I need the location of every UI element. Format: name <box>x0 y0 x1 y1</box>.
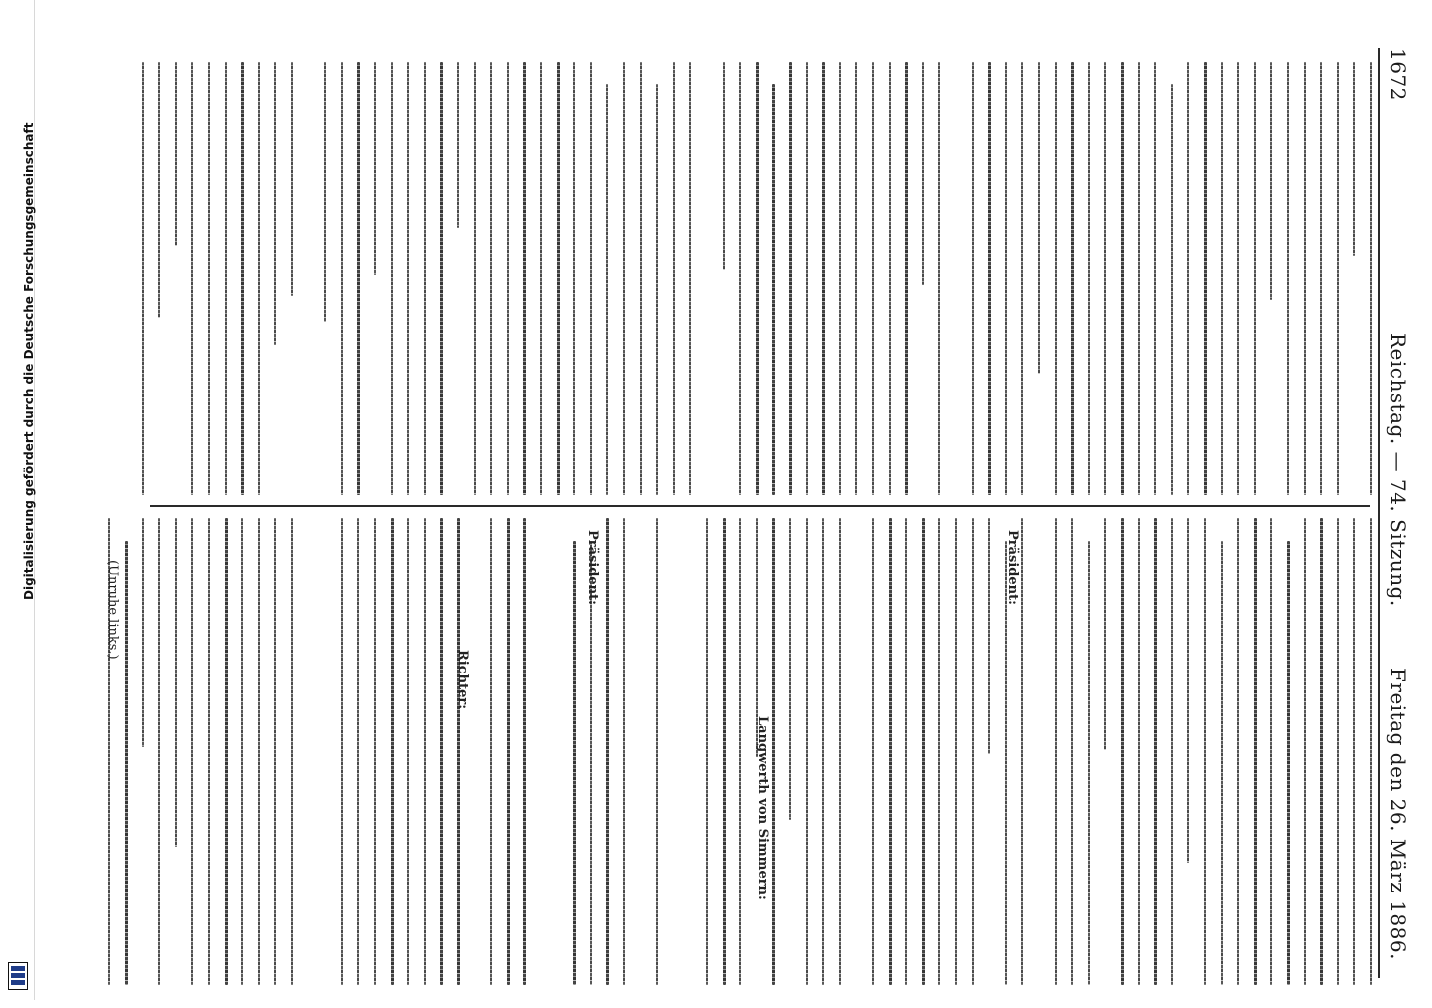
text-line <box>922 518 925 985</box>
text-line <box>1121 518 1124 985</box>
text-line <box>1254 518 1257 985</box>
text-line <box>1138 518 1140 985</box>
text-line <box>540 62 542 495</box>
text-line <box>623 62 625 495</box>
text-line <box>806 62 808 495</box>
text-line <box>922 62 924 285</box>
text-line <box>1055 62 1057 495</box>
text-line <box>723 62 725 270</box>
text-line <box>573 62 575 495</box>
text-line <box>258 518 260 985</box>
text-line <box>125 541 128 985</box>
text-line <box>972 62 974 495</box>
text-line <box>1370 62 1372 495</box>
text-line <box>938 518 940 985</box>
text-line <box>1237 62 1239 495</box>
text-line <box>739 62 741 495</box>
text-line <box>357 62 360 495</box>
digitization-credit: Digitalisierung gefördert durch die Deutsche Forschungsgemeinschaft <box>22 122 36 600</box>
text-line <box>756 62 759 495</box>
text-line <box>457 518 460 985</box>
running-title: Reichstag. — 74. Sitzung. <box>1386 333 1410 607</box>
text-line <box>1204 518 1206 985</box>
text-line <box>440 518 443 985</box>
text-line <box>241 518 243 985</box>
text-line <box>1171 84 1173 495</box>
text-line <box>822 62 825 495</box>
text-line <box>424 518 426 985</box>
text-line <box>1270 518 1272 985</box>
text-line <box>689 62 691 495</box>
text-line <box>523 62 526 495</box>
text-line <box>1088 541 1090 985</box>
text-line <box>656 518 658 985</box>
session-date: Freitag den 26. März 1886. <box>1386 668 1410 960</box>
text-line <box>955 518 957 985</box>
text-line <box>1005 541 1007 985</box>
text-line <box>938 62 940 495</box>
text-line <box>208 62 210 495</box>
text-line <box>1021 518 1023 985</box>
text-line <box>225 62 227 495</box>
text-line <box>158 518 160 985</box>
text-line <box>772 84 775 495</box>
text-line <box>407 62 409 495</box>
text-line <box>1171 518 1173 985</box>
speaker-praesident-1: Präsident: <box>1005 530 1020 605</box>
text-line <box>739 518 741 985</box>
text-line <box>1353 518 1355 985</box>
text-line <box>872 62 874 495</box>
text-line <box>374 62 376 275</box>
text-line <box>1221 62 1223 495</box>
text-line <box>1104 518 1106 750</box>
text-line <box>1237 518 1239 985</box>
text-line <box>523 518 526 985</box>
text-line <box>1370 518 1372 985</box>
text-line <box>806 518 808 985</box>
text-line <box>457 62 459 228</box>
text-line <box>341 62 343 495</box>
text-line <box>1204 62 1207 495</box>
text-line <box>424 62 426 495</box>
text-line <box>706 518 708 985</box>
text-line <box>490 518 492 985</box>
text-line <box>391 62 393 495</box>
text-line <box>590 541 592 985</box>
text-line <box>606 84 608 495</box>
text-line <box>988 518 990 754</box>
text-line <box>673 62 675 495</box>
text-line <box>1337 62 1339 495</box>
text-line <box>274 518 276 985</box>
text-line <box>507 62 509 495</box>
text-line <box>590 62 592 495</box>
text-line <box>274 62 276 345</box>
text-line <box>391 518 394 985</box>
text-line <box>1287 541 1290 985</box>
text-line <box>241 62 244 495</box>
text-line <box>839 518 841 985</box>
text-line <box>440 62 443 495</box>
text-line <box>1320 518 1323 985</box>
text-line <box>1154 518 1157 985</box>
text-line <box>1337 518 1339 985</box>
text-line <box>1154 62 1156 495</box>
text-line <box>490 62 492 495</box>
text-line <box>1121 62 1124 495</box>
text-line <box>175 518 177 847</box>
text-line <box>1088 62 1090 495</box>
text-line <box>889 518 892 985</box>
text-line <box>324 62 326 322</box>
text-line <box>258 62 260 495</box>
text-line <box>772 518 775 985</box>
text-line <box>1021 62 1023 495</box>
text-line <box>1254 62 1256 495</box>
text-line <box>1320 62 1322 495</box>
text-line <box>789 62 792 495</box>
speaker-langwerth: Langwerth von Simmern: <box>755 716 770 900</box>
text-line <box>855 62 857 495</box>
text-line <box>357 518 359 985</box>
text-line <box>507 518 510 985</box>
text-line <box>656 84 658 495</box>
text-line <box>142 62 144 495</box>
text-line <box>474 62 476 495</box>
text-line <box>208 518 210 985</box>
text-line <box>1005 62 1007 495</box>
text-line <box>972 518 974 985</box>
text-line <box>1038 62 1040 374</box>
text-line <box>557 62 560 495</box>
text-line <box>822 518 824 985</box>
text-line <box>1221 541 1223 985</box>
text-line <box>640 62 642 495</box>
text-line <box>191 518 193 985</box>
text-line <box>225 518 228 985</box>
text-line <box>158 62 160 318</box>
text-line <box>723 518 726 985</box>
text-line <box>789 518 791 820</box>
text-line <box>1304 518 1306 985</box>
text-line <box>1270 62 1272 300</box>
speaker-praesident-2: Präsident: <box>585 530 600 605</box>
text-line <box>1071 62 1074 495</box>
text-line <box>142 518 144 747</box>
text-line <box>291 62 293 296</box>
speaker-richter: Richter: <box>455 650 470 710</box>
text-line <box>407 518 409 985</box>
text-line <box>606 518 609 985</box>
text-line <box>1104 62 1106 495</box>
text-line <box>889 62 891 495</box>
text-line <box>1187 62 1189 495</box>
text-line <box>341 518 343 985</box>
text-line <box>988 62 991 495</box>
text-line <box>374 518 376 985</box>
text-line <box>191 62 193 495</box>
text-line <box>1353 62 1355 256</box>
text-line <box>1287 62 1289 495</box>
text-line <box>623 518 625 985</box>
text-line <box>573 541 576 985</box>
text-line <box>839 62 841 495</box>
page-number: 1672 <box>1386 48 1410 101</box>
text-line <box>905 518 907 985</box>
text-line <box>291 518 293 985</box>
text-line <box>175 62 177 246</box>
interjection-unruhe: (Unruhe links.) <box>105 560 120 660</box>
text-line <box>1055 518 1057 985</box>
text-line <box>1138 62 1140 495</box>
text-line <box>1071 518 1073 985</box>
text-line <box>1187 518 1189 863</box>
text-line <box>872 518 874 985</box>
text-line <box>1304 62 1306 495</box>
text-line <box>905 62 908 495</box>
